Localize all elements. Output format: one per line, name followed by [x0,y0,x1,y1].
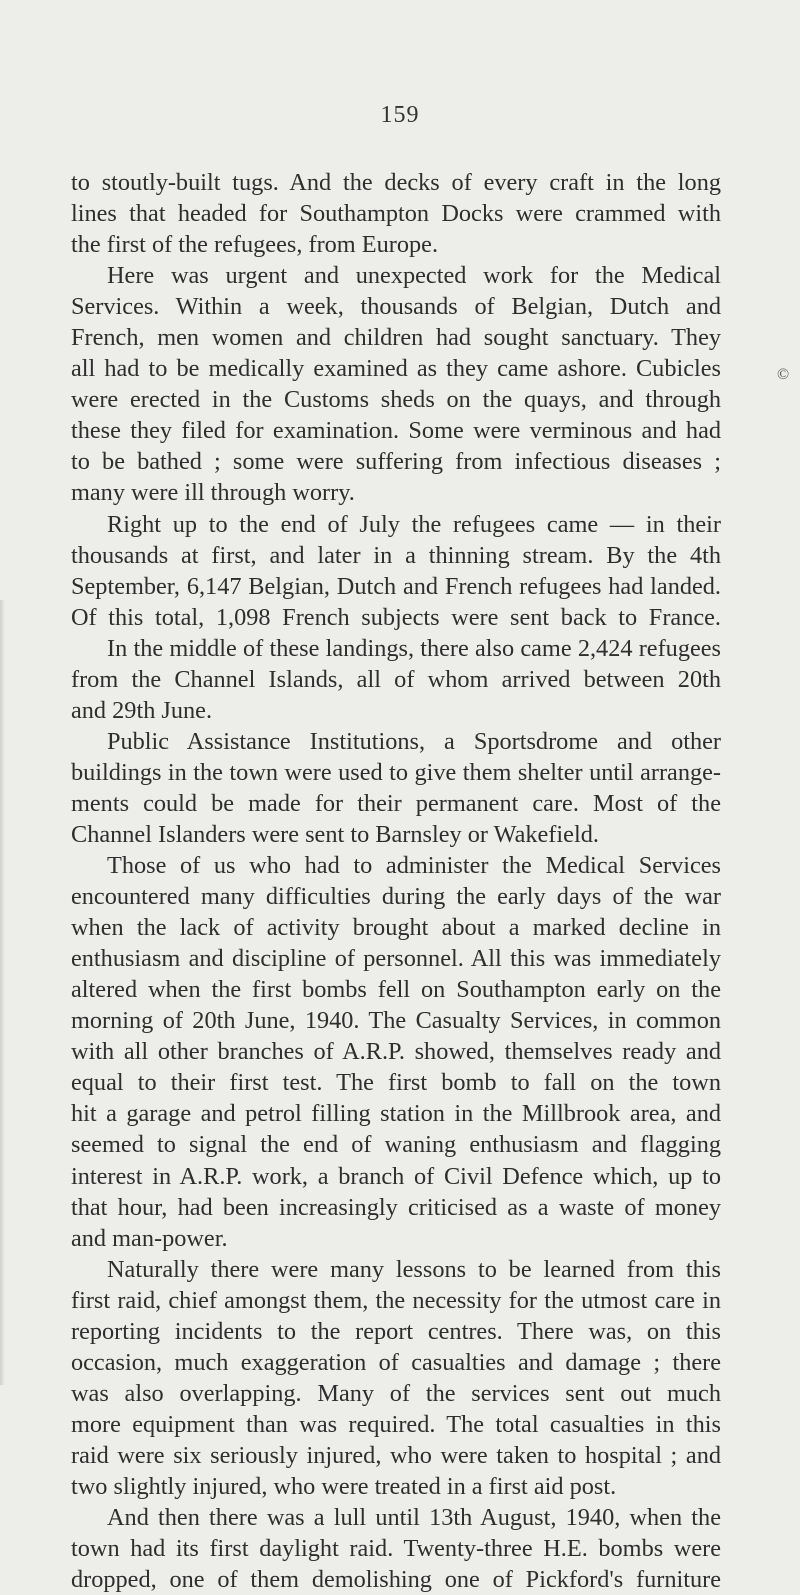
text-line: And then there was a lull until 13th August, 1940, when the [107,1504,721,1532]
text-line: with all other branches of A.R.P. showed, themselves ready and [71,1038,721,1066]
text-line: first raid, chief amongst them, the necessity for the utmost care in [71,1286,721,1314]
text-line: all had to be medically examined as they came ashore. Cubicles [71,355,721,383]
text-line: encountered many difficulties during the early days of the war [71,883,721,911]
text-line: more equipment than was required. The total casualties in this [71,1410,721,1438]
text-line: Channel Islanders were sent to Barnsley or Wakefield. [71,820,599,848]
text-line: reporting incidents to the report centres. There was, on this [71,1317,721,1345]
text-line: ments could be made for their permanent care. Most of the [71,789,721,817]
text-line: occasion, much exaggeration of casualties and damage ; there [71,1348,721,1376]
margin-mark: © [777,366,790,383]
text-line: and man-power. [71,1224,228,1252]
text-line: morning of 20th June, 1940. The Casualty Services, in common [71,1007,721,1035]
text-line: were erected in the Customs sheds on the quays, and through [71,386,721,414]
text-line: seemed to signal the end of waning enthusiasm and flagging [71,1131,721,1159]
text-line: many were ill through worry. [71,479,355,507]
text-line: that hour, had been increasingly criticised as a waste of money [71,1193,721,1221]
text-line: the first of the refugees, from Europe. [71,231,439,259]
text-line: was also overlapping. Many of the services sent out much [71,1379,721,1407]
text-line: these they filed for examination. Some were verminous and had [71,417,721,445]
text-line: Here was urgent and unexpected work for the Medical [107,262,721,290]
text-line: to stoutly-built tugs. And the decks of every craft in the long [71,169,721,196]
text-line: In the middle of these landings, there also came 2,424 refugees [107,634,721,662]
text-line: from the Channel Islands, all of whom arrived between 20th [71,665,721,693]
text-line: Those of us who had to administer the Medical Services [107,852,721,880]
page-number: 159 [380,102,420,128]
text-line: Public Assistance Institutions, a Sportsdrome and other [107,727,721,755]
text-line: buildings in the town were used to give them shelter until arrange- [71,758,721,786]
text-line: and 29th June. [71,696,213,724]
text-line: French, men women and children had sought sanctuary. They [71,324,721,352]
body-text [71,167,721,1595]
text-line: enthusiasm and discipline of personnel. All this was immediately [71,945,721,973]
page-edge-shadow [0,600,5,1385]
text-line: to be bathed ; some were suffering from infectious diseases ; [71,448,721,476]
text-line: Right up to the end of July the refugees came — in their [107,510,721,538]
text-line: equal to their first test. The first bomb to fall on the town [71,1069,721,1097]
text-line: thousands at first, and later in a thinning stream. By the 4th [71,541,721,569]
text-line: altered when the first bombs fell on Southampton early on the [71,976,721,1004]
text-line: raid were six seriously injured, who were taken to hospital ; and [71,1441,721,1469]
text-line: Of this total, 1,098 French subjects were sent back to France. [71,603,721,631]
text-line: hit a garage and petrol filling station in the Millbrook area, and [71,1100,721,1128]
text-line: Naturally there were many lessons to be learned from this [107,1255,721,1283]
text-line: when the lack of activity brought about a marked decline in [71,914,721,942]
text-line: interest in A.R.P. work, a branch of Civil Defence which, up to [71,1162,721,1190]
text-line: two slightly injured, who were treated in a first aid post. [71,1472,617,1500]
text-line: Services. Within a week, thousands of Belgian, Dutch and [71,293,721,321]
text-line: dropped, one of them demolishing one of Pickford's furniture [71,1566,721,1594]
text-line: town had its first daylight raid. Twenty-three H.E. bombs were [71,1535,721,1563]
text-line: lines that headed for Southampton Docks were crammed with [71,200,721,228]
text-line: September, 6,147 Belgian, Dutch and French refugees had landed. [71,572,721,600]
